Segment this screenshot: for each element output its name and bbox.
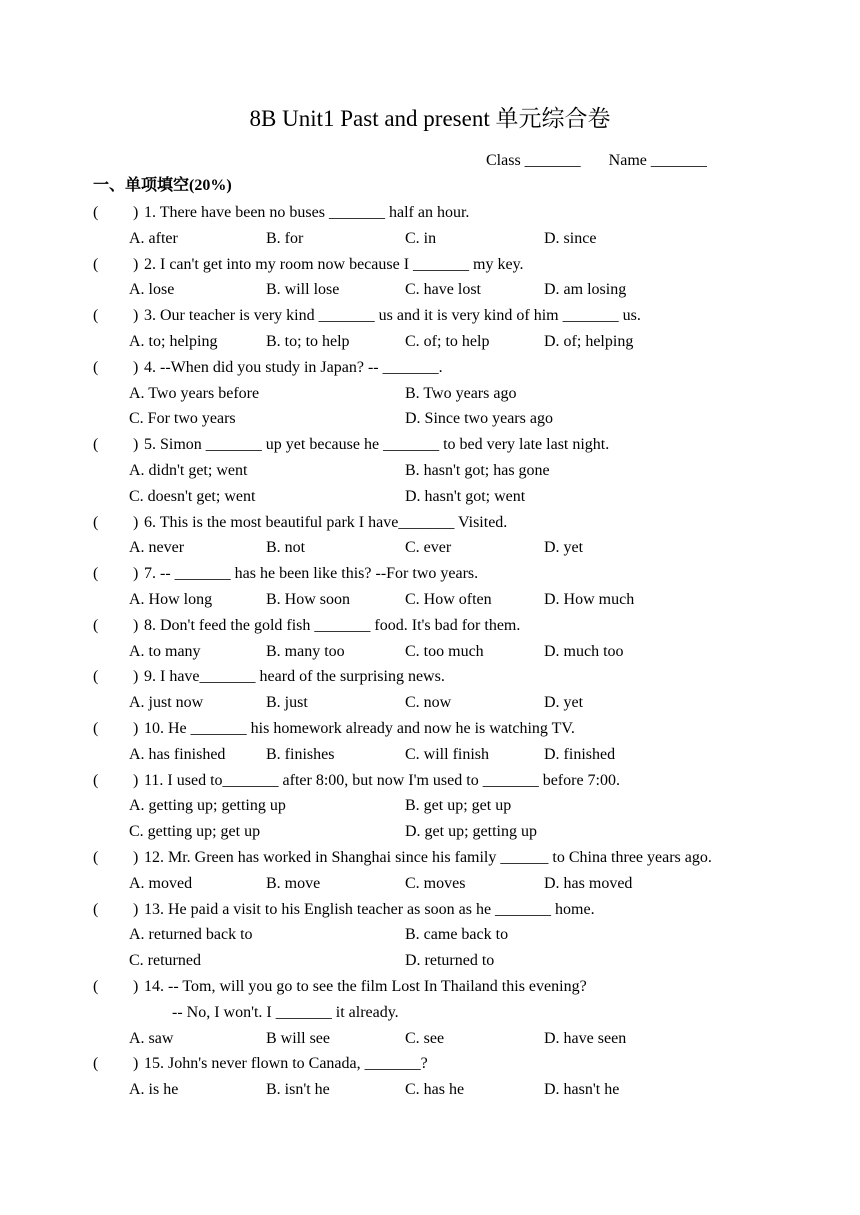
- option-c: C. see: [405, 1029, 445, 1047]
- question-11: [0, 770, 860, 796]
- answer-paren-open[interactable]: (: [93, 719, 99, 737]
- option-c: C. of; to help: [405, 332, 490, 350]
- dialogue-reply: -- No, I won't. I _______ it already.: [172, 1003, 399, 1021]
- option-b: B will see: [266, 1029, 330, 1047]
- question-3: [0, 305, 860, 331]
- question-stem: 3. Our teacher is very kind _______ us and it is very kind of him _______ us.: [144, 307, 641, 325]
- option-c: C. has he: [405, 1081, 465, 1099]
- option-b: B. to; to help: [266, 332, 350, 350]
- option-d: D. am losing: [544, 281, 627, 299]
- option-a: A. to; helping: [129, 332, 218, 350]
- question-stem: 14. -- Tom, will you go to see the film Lost In Thailand this evening?: [144, 977, 587, 995]
- option-c: C. How often: [405, 590, 492, 608]
- options-row: [0, 692, 860, 718]
- option-b: B. move: [266, 874, 321, 892]
- answer-paren-close: ): [133, 358, 139, 376]
- option-d: D. get up; getting up: [405, 823, 537, 841]
- answer-paren-close: ): [133, 255, 139, 273]
- question-stem: 12. Mr. Green has worked in Shanghai since his family ______ to China three years ago.: [144, 848, 712, 866]
- option-b: B. How soon: [266, 590, 351, 608]
- options-row: [0, 950, 860, 976]
- options-row: [0, 537, 860, 563]
- option-d: D. have seen: [544, 1029, 627, 1047]
- question-8: [0, 615, 860, 641]
- option-d: D. finished: [544, 745, 616, 763]
- question-5: [0, 434, 860, 460]
- option-a: A. after: [129, 229, 178, 247]
- option-d: D. of; helping: [544, 332, 634, 350]
- option-b: B. hasn't got; has gone: [405, 461, 550, 479]
- answer-paren-open[interactable]: (: [93, 848, 99, 866]
- answer-paren-close: ): [133, 977, 139, 995]
- option-d: D. has moved: [544, 874, 633, 892]
- answer-paren-open[interactable]: (: [93, 668, 99, 686]
- option-c: C. For two years: [129, 410, 236, 428]
- option-c: C. ever: [405, 539, 452, 557]
- question-stem: 7. -- _______ has he been like this? --For two years.: [144, 565, 479, 583]
- option-d: D. hasn't got; went: [405, 487, 526, 505]
- option-c: C. moves: [405, 874, 466, 892]
- question-stem: 10. He _______ his homework already and now he is watching TV.: [144, 719, 575, 737]
- option-b: B. just: [266, 694, 308, 712]
- question-stem: 5. Simon _______ up yet because he _______ to bed very late last night.: [144, 436, 610, 454]
- option-c: C. have lost: [405, 281, 481, 299]
- option-b: B. finishes: [266, 745, 335, 763]
- option-b: B. isn't he: [266, 1081, 330, 1099]
- answer-paren-close: ): [133, 719, 139, 737]
- option-d: D. returned to: [405, 952, 495, 970]
- question-stem: 8. Don't feed the gold fish _______ food. It's bad for them.: [144, 616, 521, 634]
- answer-paren-open[interactable]: (: [93, 616, 99, 634]
- option-a: A. How long: [129, 590, 213, 608]
- options-row: [0, 924, 860, 950]
- option-d: D. How much: [544, 590, 635, 608]
- answer-paren-open[interactable]: (: [93, 204, 99, 221]
- question-7: [0, 563, 860, 589]
- options-row: [0, 486, 860, 512]
- option-a: A. never: [129, 539, 185, 557]
- question-9: [0, 666, 860, 692]
- option-c: C. doesn't get; went: [129, 487, 256, 505]
- question-12: [0, 847, 860, 873]
- options-row: [0, 873, 860, 899]
- answer-paren-open[interactable]: (: [93, 255, 99, 273]
- question-list: [0, 202, 860, 1105]
- option-a: A. moved: [129, 874, 193, 892]
- option-a: A. to many: [129, 642, 201, 660]
- answer-paren-close: ): [133, 848, 139, 866]
- option-c: C. getting up; get up: [129, 823, 261, 841]
- option-c: C. will finish: [405, 745, 490, 763]
- option-a: A. lose: [129, 281, 175, 299]
- option-c: C. now: [405, 694, 452, 712]
- option-d: D. Since two years ago: [405, 410, 553, 428]
- answer-paren-open[interactable]: (: [93, 436, 99, 454]
- question-13: [0, 899, 860, 925]
- page-title: 8B Unit1 Past and present 单元综合卷: [249, 106, 611, 131]
- answer-paren-close: ): [133, 668, 139, 686]
- options-row: [0, 228, 860, 254]
- options-row: [0, 744, 860, 770]
- answer-paren-close: ): [133, 204, 139, 221]
- question-stem: 9. I have_______ heard of the surprising news.: [144, 668, 445, 686]
- options-row: [0, 641, 860, 667]
- option-b: B. not: [266, 539, 306, 557]
- option-c: C. too much: [405, 642, 484, 660]
- question-stem: 4. --When did you study in Japan? -- _______.: [144, 358, 443, 376]
- options-row: [0, 1028, 860, 1054]
- answer-paren-open[interactable]: (: [93, 771, 99, 789]
- question-stem: 13. He paid a visit to his English teacher as soon as he _______ home.: [144, 900, 595, 918]
- options-row: [0, 460, 860, 486]
- option-c: C. in: [405, 229, 437, 247]
- answer-paren-open[interactable]: (: [93, 358, 99, 376]
- option-a: A. saw: [129, 1029, 174, 1047]
- question-stem: 2. I can't get into my room now because I _______ my key.: [144, 255, 524, 273]
- option-b: B. came back to: [405, 926, 509, 944]
- question-15: [0, 1053, 860, 1079]
- options-row: [0, 821, 860, 847]
- option-d: D. yet: [544, 539, 584, 557]
- options-row: [0, 589, 860, 615]
- answer-paren-open[interactable]: (: [93, 307, 99, 325]
- option-d: D. much too: [544, 642, 624, 660]
- option-a: A. getting up; getting up: [129, 797, 286, 815]
- option-a: A. is he: [129, 1081, 179, 1099]
- question-stem: 6. This is the most beautiful park I have_______ Visited.: [144, 513, 508, 531]
- answer-paren-close: ): [133, 900, 139, 918]
- answer-paren-open[interactable]: (: [93, 513, 99, 531]
- answer-paren-close: ): [133, 307, 139, 325]
- question-14: [0, 976, 860, 1002]
- option-d: D. yet: [544, 694, 584, 712]
- answer-paren-close: ): [133, 771, 139, 789]
- options-row: [0, 279, 860, 305]
- option-b: B. for: [266, 229, 304, 247]
- answer-paren-close: ): [133, 1055, 139, 1073]
- section-heading: 一、单项填空(20%): [93, 177, 232, 194]
- answer-paren-close: ): [133, 616, 139, 634]
- options-row: [0, 331, 860, 357]
- option-a: A. just now: [129, 694, 204, 712]
- option-d: D. since: [544, 229, 597, 247]
- option-b: B. get up; get up: [405, 797, 512, 815]
- class-name-line: Class _______ Name _______: [486, 152, 707, 169]
- option-a: A. Two years before: [129, 384, 260, 402]
- answer-paren-open[interactable]: (: [93, 565, 99, 583]
- question-4: [0, 357, 860, 383]
- options-row: [0, 1079, 860, 1105]
- options-row: [0, 795, 860, 821]
- question-1: [0, 202, 860, 228]
- question-continuation: [0, 1002, 860, 1028]
- question-10: [0, 718, 860, 744]
- answer-paren-open[interactable]: (: [93, 1055, 99, 1073]
- option-c: C. returned: [129, 952, 201, 970]
- answer-paren-close: ): [133, 565, 139, 583]
- question-stem: 11. I used to_______ after 8:00, but now I'm used to _______ before 7:00.: [144, 771, 620, 789]
- question-stem: 1. There have been no buses _______ half an hour.: [144, 204, 470, 221]
- question-6: [0, 512, 860, 538]
- options-row: [0, 383, 860, 409]
- question-stem: 15. John's never flown to Canada, _______?: [144, 1055, 428, 1073]
- answer-paren-close: ): [133, 436, 139, 454]
- option-a: A. has finished: [129, 745, 226, 763]
- answer-paren-close: ): [133, 513, 139, 531]
- answer-paren-open[interactable]: (: [93, 977, 99, 995]
- option-b: B. Two years ago: [405, 384, 517, 402]
- option-a: A. didn't get; went: [129, 461, 248, 479]
- option-b: B. will lose: [266, 281, 340, 299]
- option-b: B. many too: [266, 642, 345, 660]
- answer-paren-open[interactable]: (: [93, 900, 99, 918]
- question-2: [0, 254, 860, 280]
- option-a: A. returned back to: [129, 926, 253, 944]
- option-d: D. hasn't he: [544, 1081, 620, 1099]
- options-row: [0, 408, 860, 434]
